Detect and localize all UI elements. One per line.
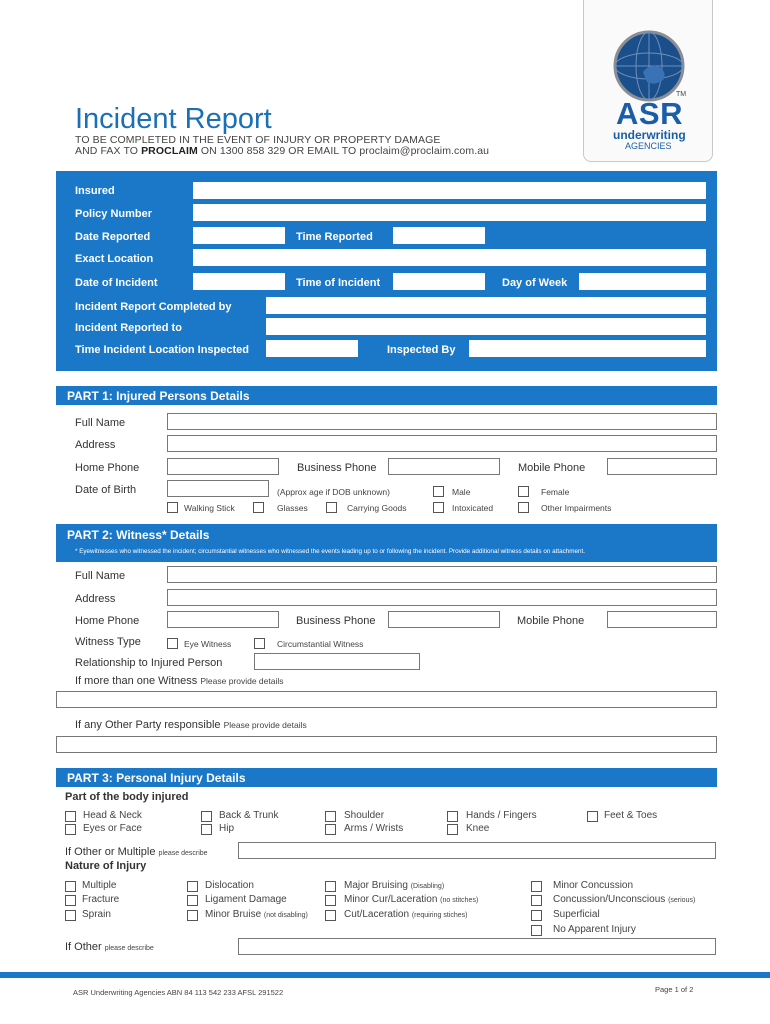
no-injury-label: No Apparent Injury: [553, 924, 636, 935]
p2-full-name-field[interactable]: [167, 566, 717, 583]
p2-address-field[interactable]: [167, 589, 717, 606]
no-injury-checkbox[interactable]: [531, 925, 542, 936]
minor-concussion-checkbox[interactable]: [531, 881, 542, 892]
knee-label: Knee: [466, 823, 490, 834]
feet-toes-label: Feet & Toes: [604, 810, 658, 821]
hip-checkbox[interactable]: [201, 824, 212, 835]
logo-name: ASR: [616, 96, 683, 131]
p2-address-label: Address: [75, 593, 116, 605]
p1-mobile-phone-label: Mobile Phone: [518, 462, 586, 474]
feet-toes-checkbox[interactable]: [587, 811, 598, 822]
superficial-checkbox[interactable]: [531, 910, 542, 921]
major-bruising-checkbox[interactable]: [325, 881, 336, 892]
other-party-label: If any Other Party responsible Please provide details: [75, 719, 307, 731]
minor-concussion-label: Minor Concussion: [553, 880, 634, 891]
sprain-label: Sprain: [82, 909, 111, 920]
p1-full-name-label: Full Name: [75, 417, 126, 429]
logo-underwriting: underwriting: [613, 128, 686, 142]
logo-panel: [583, 0, 713, 162]
female-checkbox[interactable]: [518, 486, 529, 497]
p2-business-phone-field[interactable]: [388, 611, 500, 628]
exact-location-label: Exact Location: [75, 253, 154, 265]
eyes-face-checkbox[interactable]: [65, 824, 76, 835]
instructions-line-2: AND FAX TO PROCLAIM ON 1300 858 329 OR EMAIL TO proclaim@proclaim.com.au: [75, 145, 490, 157]
policy-number-field[interactable]: [193, 204, 706, 221]
part3-heading: PART 3: Personal Injury Details: [56, 768, 717, 787]
hands-fingers-checkbox[interactable]: [447, 811, 458, 822]
body-part-heading: Part of the body injured: [65, 791, 189, 803]
head-neck-checkbox[interactable]: [65, 811, 76, 822]
fracture-checkbox[interactable]: [65, 895, 76, 906]
p1-dob-label: Date of Birth: [75, 484, 137, 496]
p1-full-name-field[interactable]: [167, 413, 717, 430]
relationship-label: Relationship to Injured Person: [75, 657, 223, 669]
insured-field[interactable]: [193, 182, 706, 199]
walking-stick-checkbox[interactable]: [167, 502, 178, 513]
carrying-goods-label: Carrying Goods: [347, 503, 407, 513]
arms-wrists-checkbox[interactable]: [325, 824, 336, 835]
witness-type-label: Witness Type: [75, 636, 141, 648]
other-multiple-field[interactable]: [238, 842, 716, 859]
walking-stick-label: Walking Stick: [184, 503, 235, 513]
carrying-goods-checkbox[interactable]: [326, 502, 337, 513]
trademark: TM: [676, 91, 687, 98]
day-of-week-label: Day of Week: [502, 277, 568, 289]
p1-home-phone-label: Home Phone: [75, 462, 140, 474]
more-than-one-label: If more than one Witness Please provide details: [75, 675, 284, 687]
arms-wrists-label: Arms / Wrists: [344, 823, 404, 834]
concussion-checkbox[interactable]: [531, 895, 542, 906]
instructions-line-1: TO BE COMPLETED IN THE EVENT OF INJURY OR PROPERTY DAMAGE: [75, 134, 441, 146]
intoxicated-checkbox[interactable]: [433, 502, 444, 513]
relationship-field[interactable]: [254, 653, 420, 670]
sprain-checkbox[interactable]: [65, 910, 76, 921]
circumstantial-label: Circumstantial Witness: [277, 639, 364, 649]
knee-checkbox[interactable]: [447, 824, 458, 835]
cut-label: Cut/Laceration (requiring stiches): [344, 909, 468, 920]
globe-icon: [613, 30, 685, 102]
date-of-incident-label: Date of Incident: [75, 277, 158, 289]
back-trunk-checkbox[interactable]: [201, 811, 212, 822]
reported-to-label: Incident Reported to: [75, 322, 182, 334]
other-multiple-label: If Other or Multiple please describe: [65, 846, 208, 858]
intoxicated-label: Intoxicated: [452, 503, 494, 513]
p1-business-phone-label: Business Phone: [297, 462, 377, 474]
minor-cut-label: Minor Cur/Laceration (no stitches): [344, 894, 479, 905]
p2-mobile-phone-label: Mobile Phone: [517, 615, 585, 627]
p2-mobile-phone-field[interactable]: [607, 611, 717, 628]
insured-label: Insured: [75, 185, 115, 197]
time-of-incident-field[interactable]: [393, 273, 485, 290]
time-of-incident-label: Time of Incident: [296, 277, 381, 289]
logo-agencies: AGENCIES: [625, 141, 672, 151]
ligament-label: Ligament Damage: [205, 894, 287, 905]
fracture-label: Fracture: [82, 894, 120, 905]
date-of-incident-field[interactable]: [193, 273, 285, 290]
time-inspected-field[interactable]: [266, 340, 358, 357]
p1-address-field[interactable]: [167, 435, 717, 452]
p2-full-name-label: Full Name: [75, 570, 126, 582]
p1-home-phone-field[interactable]: [167, 458, 279, 475]
head-neck-label: Head & Neck: [83, 810, 142, 821]
major-bruising-label: Major Bruising (Disabling): [344, 880, 445, 891]
cut-checkbox[interactable]: [325, 910, 336, 921]
female-label: Female: [541, 487, 570, 497]
p2-business-phone-label: Business Phone: [296, 615, 376, 627]
witness-note: * Eyewitnesses who witnessed the incident; circumstantial witnesses who witnessed the events leading up to or following the incident. Provide additional witness details on attachment.: [75, 548, 585, 555]
circumstantial-checkbox[interactable]: [254, 638, 265, 649]
shoulder-checkbox[interactable]: [325, 811, 336, 822]
time-inspected-label: Time Incident Location Inspected: [75, 344, 249, 356]
p1-business-phone-field[interactable]: [388, 458, 500, 475]
completed-by-field[interactable]: [266, 297, 706, 314]
p2-home-phone-field[interactable]: [167, 611, 279, 628]
minor-bruise-label: Minor Bruise (not disabling): [205, 909, 308, 920]
dislocation-label: Dislocation: [205, 880, 254, 891]
other-impairments-checkbox[interactable]: [518, 502, 529, 513]
p1-address-label: Address: [75, 439, 116, 451]
shoulder-label: Shoulder: [344, 810, 385, 821]
date-reported-label: Date Reported: [75, 231, 151, 243]
page-title: Incident Report: [75, 103, 272, 135]
policy-number-label: Policy Number: [75, 208, 153, 220]
other-party-field[interactable]: [56, 736, 717, 753]
eyes-face-label: Eyes or Face: [83, 823, 142, 834]
if-other-label: If Other please describe: [65, 941, 154, 953]
male-checkbox[interactable]: [433, 486, 444, 497]
ligament-checkbox[interactable]: [187, 895, 198, 906]
time-reported-label: Time Reported: [296, 231, 373, 243]
glasses-checkbox[interactable]: [253, 502, 264, 513]
p1-dob-field[interactable]: [167, 480, 269, 497]
male-label: Male: [452, 487, 471, 497]
page-number: Page 1 of 2: [655, 985, 694, 994]
footer-rule: [0, 972, 770, 978]
hands-fingers-label: Hands / Fingers: [466, 810, 537, 821]
glasses-label: Glasses: [277, 503, 308, 513]
p2-home-phone-label: Home Phone: [75, 615, 140, 627]
date-reported-field[interactable]: [193, 227, 285, 244]
other-impairments-label: Other Impairments: [541, 503, 612, 513]
more-than-one-field[interactable]: [56, 691, 717, 708]
nature-heading: Nature of Injury: [65, 860, 147, 872]
approx-age-label: (Approx age if DOB unknown): [277, 487, 390, 497]
reported-to-field[interactable]: [266, 318, 706, 335]
footer-company: ASR Underwriting Agencies ABN 84 113 542 233 AFSL 291522: [73, 988, 284, 997]
multiple-checkbox[interactable]: [65, 881, 76, 892]
completed-by-label: Incident Report Completed by: [75, 301, 232, 313]
p1-mobile-phone-field[interactable]: [607, 458, 717, 475]
time-reported-field[interactable]: [393, 227, 485, 244]
back-trunk-label: Back & Trunk: [219, 810, 279, 821]
day-of-week-field[interactable]: [579, 273, 706, 290]
exact-location-field[interactable]: [193, 249, 706, 266]
dislocation-checkbox[interactable]: [187, 881, 198, 892]
hip-label: Hip: [219, 823, 235, 834]
minor-cut-checkbox[interactable]: [325, 895, 336, 906]
inspected-by-field[interactable]: [469, 340, 706, 357]
eye-witness-checkbox[interactable]: [167, 638, 178, 649]
inspected-by-label: Inspected By: [387, 344, 456, 356]
multiple-label: Multiple: [82, 880, 117, 891]
superficial-label: Superficial: [553, 909, 600, 920]
eye-witness-label: Eye Witness: [184, 639, 232, 649]
part2-heading: PART 2: Witness* Details: [67, 528, 210, 542]
part1-heading: PART 1: Injured Persons Details: [56, 386, 717, 405]
minor-bruise-checkbox[interactable]: [187, 910, 198, 921]
concussion-label: Concussion/Unconscious (serious): [553, 894, 696, 905]
if-other-field[interactable]: [238, 938, 716, 955]
